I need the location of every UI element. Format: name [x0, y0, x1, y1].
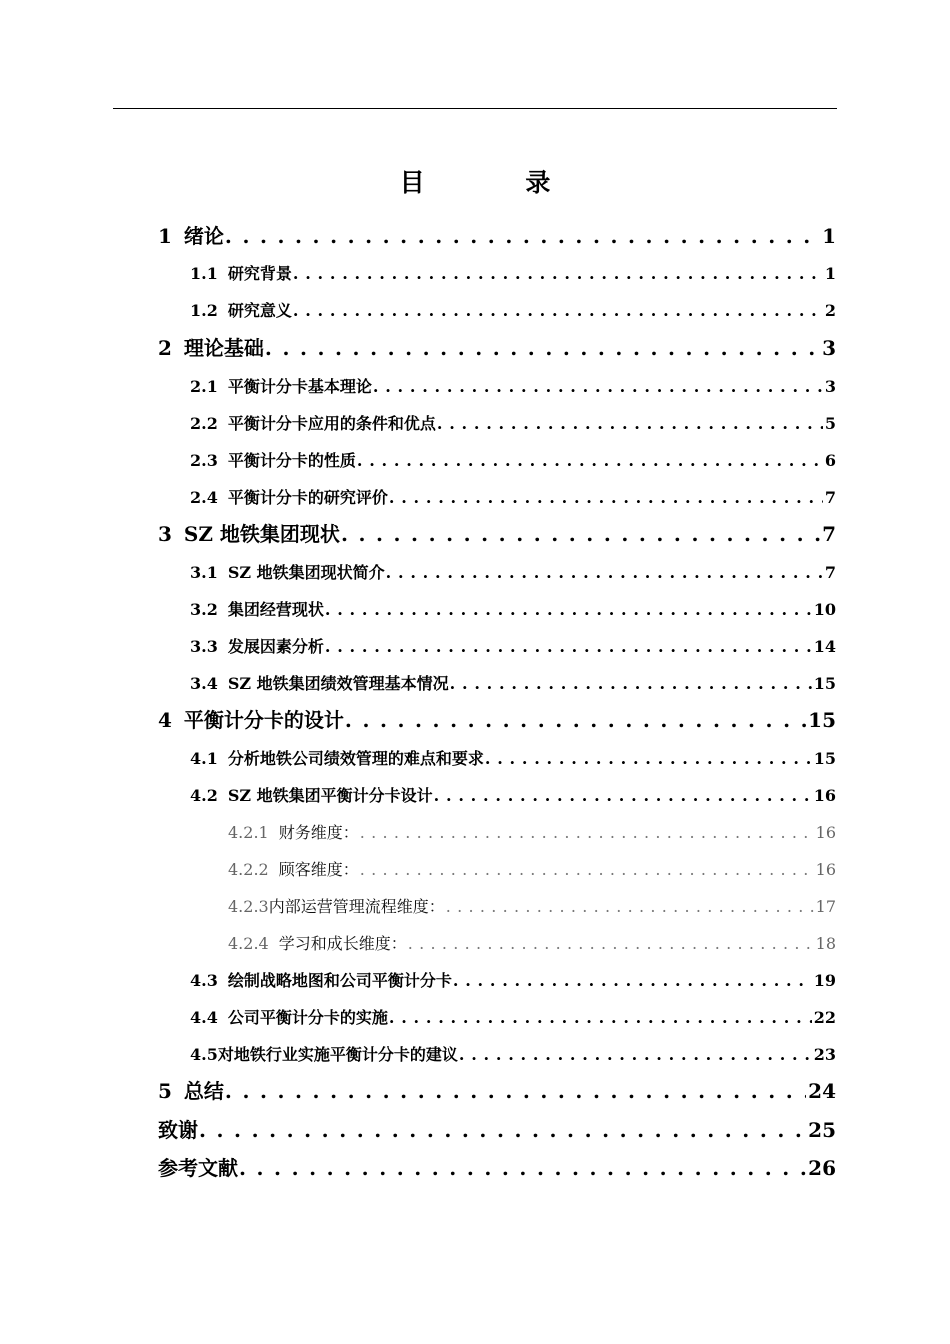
- toc-entry-number: 2: [158, 336, 172, 360]
- toc-entry-number: 3.3: [190, 637, 218, 656]
- toc-leader-dots: [389, 1005, 812, 1031]
- toc-entry-page: 17: [815, 897, 836, 916]
- toc-entry-label: 理论基础: [183, 336, 264, 360]
- toc-entry[interactable]: [190, 374, 836, 400]
- toc-entry-label: 总结: [183, 1079, 224, 1103]
- toc-entry[interactable]: [228, 894, 836, 920]
- toc-entry-page: 23: [813, 1045, 836, 1064]
- toc-leader-dots: [293, 298, 823, 324]
- toc-entry-number: 4.2: [190, 786, 218, 805]
- toc-entry[interactable]: [228, 931, 836, 957]
- toc-entry-label: 平衡计分卡基本理论: [227, 377, 372, 396]
- toc-entry-number: 3: [158, 522, 172, 546]
- toc-entry[interactable]: [190, 485, 836, 511]
- toc-entry[interactable]: [228, 857, 836, 883]
- toc-entry-page: 1: [822, 224, 836, 248]
- toc-leader-dots: [446, 894, 814, 920]
- toc-entry-page: 7: [824, 563, 836, 582]
- toc-entry-page: 16: [815, 860, 836, 879]
- toc-entry-number: 4.2.2: [228, 860, 269, 879]
- toc-entry-label: 平衡计分卡的设计: [183, 708, 344, 732]
- toc-entry[interactable]: [158, 707, 836, 733]
- toc-entry-number: 2.3: [190, 451, 218, 470]
- toc-entry-number: 2.1: [190, 377, 218, 396]
- toc-leader-dots: [265, 335, 820, 361]
- toc-entry-label: 发展因素分析: [227, 637, 324, 656]
- toc-leader-dots: [408, 931, 814, 957]
- header-rule: [113, 108, 837, 109]
- toc-entry-page: 25: [808, 1118, 836, 1142]
- toc-entry[interactable]: [190, 1005, 836, 1031]
- toc-entry[interactable]: [228, 820, 836, 846]
- toc-entry-label: 分析地铁公司绩效管理的难点和要求: [227, 749, 484, 768]
- toc-entry-label: 绪论: [183, 224, 224, 248]
- toc-leader-dots: [434, 783, 812, 809]
- toc-entry-page: 26: [808, 1156, 836, 1180]
- toc-entry[interactable]: [190, 411, 836, 437]
- toc-entry[interactable]: [158, 1117, 836, 1143]
- toc-entry-page: 6: [824, 451, 836, 470]
- toc-leader-dots: [360, 820, 814, 846]
- toc-entry-number: 3.1: [190, 563, 218, 582]
- toc-entry[interactable]: [190, 634, 836, 660]
- toc-entry-number: 1.2: [190, 301, 218, 320]
- toc-leader-dots: [357, 448, 823, 474]
- toc-entry[interactable]: [190, 1042, 836, 1068]
- toc-entry-label: 绘制战略地图和公司平衡计分卡: [227, 971, 452, 990]
- toc-entry-number: 4.2.3: [228, 897, 269, 916]
- toc-entry-page: 19: [813, 971, 836, 990]
- toc-entry-page: 3: [822, 336, 836, 360]
- toc-entry-number: 4.1: [190, 749, 218, 768]
- toc-entry-label: 对地铁行业实施平衡计分卡的建议: [217, 1045, 458, 1064]
- toc-entry-page: 3: [824, 377, 836, 396]
- toc-entry-page: 2: [824, 301, 836, 320]
- toc-title: 目 录: [399, 168, 597, 197]
- toc-leader-dots: [225, 1078, 806, 1104]
- toc-entry-label: SZ 地铁集团现状简介: [227, 563, 385, 582]
- toc-leader-dots: [225, 223, 820, 249]
- toc-entry-label: 参考文献: [158, 1156, 238, 1180]
- toc-entry[interactable]: [190, 968, 836, 994]
- toc-entry-label: 顾客维度：: [278, 860, 359, 879]
- toc-entry-label: 研究背景: [227, 264, 292, 283]
- toc-entry-page: 24: [808, 1079, 836, 1103]
- toc-leader-dots: [360, 857, 814, 883]
- toc-leader-dots: [386, 560, 823, 586]
- toc-entry-page: 18: [815, 934, 836, 953]
- toc-entry-page: 5: [824, 414, 836, 433]
- toc-leader-dots: [453, 968, 812, 994]
- toc-entry-label: SZ 地铁集团平衡计分卡设计: [227, 786, 433, 805]
- toc-entry[interactable]: [190, 671, 836, 697]
- toc-entry[interactable]: [158, 335, 836, 361]
- toc-entry[interactable]: [190, 783, 836, 809]
- toc-entry-page: 7: [824, 488, 836, 507]
- toc-entry[interactable]: [158, 521, 836, 547]
- toc-entry-label: 致谢: [158, 1118, 198, 1142]
- toc-entry[interactable]: [158, 1155, 836, 1181]
- toc-entry-label: 平衡计分卡应用的条件和优点: [227, 414, 436, 433]
- toc-leader-dots: [450, 671, 812, 697]
- toc-entry-number: 2.2: [190, 414, 218, 433]
- toc-entry-page: 22: [813, 1008, 836, 1027]
- toc-entry-label: 平衡计分卡的性质: [227, 451, 356, 470]
- toc-entry[interactable]: [190, 597, 836, 623]
- toc-entry[interactable]: [158, 1078, 836, 1104]
- toc-leader-dots: [325, 597, 812, 623]
- toc-leader-dots: [199, 1117, 806, 1143]
- toc-leader-dots: [341, 521, 820, 547]
- toc-entry-number: 1: [158, 224, 172, 248]
- toc-entry-page: 15: [813, 749, 836, 768]
- toc-entry-number: 2.4: [190, 488, 218, 507]
- toc-entry[interactable]: [190, 746, 836, 772]
- toc-entry-page: 15: [813, 674, 836, 693]
- toc-entry-number: 4.5: [190, 1045, 218, 1064]
- toc-entry-number: 4.3: [190, 971, 218, 990]
- toc-leader-dots: [345, 707, 806, 733]
- toc-entry-number: 4.2.1: [228, 823, 269, 842]
- toc-entry[interactable]: [158, 223, 836, 249]
- toc-entry-page: 10: [813, 600, 836, 619]
- toc-leader-dots: [485, 746, 812, 772]
- toc-entry-label: SZ 地铁集团现状: [183, 522, 340, 546]
- toc-leader-dots: [437, 411, 823, 437]
- toc-entry[interactable]: [190, 448, 836, 474]
- toc-entry-label: 学习和成长维度：: [278, 934, 407, 953]
- toc-entry-number: 4.4: [190, 1008, 218, 1027]
- toc-leader-dots: [325, 634, 812, 660]
- toc-leader-dots: [373, 374, 823, 400]
- toc-entry-label: 集团经营现状: [227, 600, 324, 619]
- toc-entry-page: 14: [813, 637, 836, 656]
- toc-leader-dots: [459, 1042, 812, 1068]
- toc-entry-page: 7: [822, 522, 836, 546]
- toc-entry-label: 平衡计分卡的研究评价: [227, 488, 388, 507]
- toc-entry-label: 内部运营管理流程维度：: [268, 897, 445, 916]
- toc-entry[interactable]: [190, 560, 836, 586]
- toc-entry-label: 公司平衡计分卡的实施: [227, 1008, 388, 1027]
- toc-entry-number: 1.1: [190, 264, 218, 283]
- toc-entry-number: 5: [158, 1079, 172, 1103]
- toc-entry-number: 3.4: [190, 674, 218, 693]
- toc-entry-page: 16: [815, 823, 836, 842]
- toc-entry-page: 16: [813, 786, 836, 805]
- toc-entry-page: 15: [808, 708, 836, 732]
- toc-entry-number: 4: [158, 708, 172, 732]
- toc-leader-dots: [389, 485, 823, 511]
- toc-leader-dots: [239, 1155, 806, 1181]
- toc-entry-label: 财务维度：: [278, 823, 359, 842]
- toc-entry[interactable]: [190, 298, 836, 324]
- toc-entry-page: 1: [824, 264, 836, 283]
- toc-entry-number: 4.2.4: [228, 934, 269, 953]
- toc-leader-dots: [293, 261, 823, 287]
- toc-entry-number: 3.2: [190, 600, 218, 619]
- toc-entry[interactable]: [190, 261, 836, 287]
- toc-entry-label: 研究意义: [227, 301, 292, 320]
- toc-entry-label: SZ 地铁集团绩效管理基本情况: [227, 674, 449, 693]
